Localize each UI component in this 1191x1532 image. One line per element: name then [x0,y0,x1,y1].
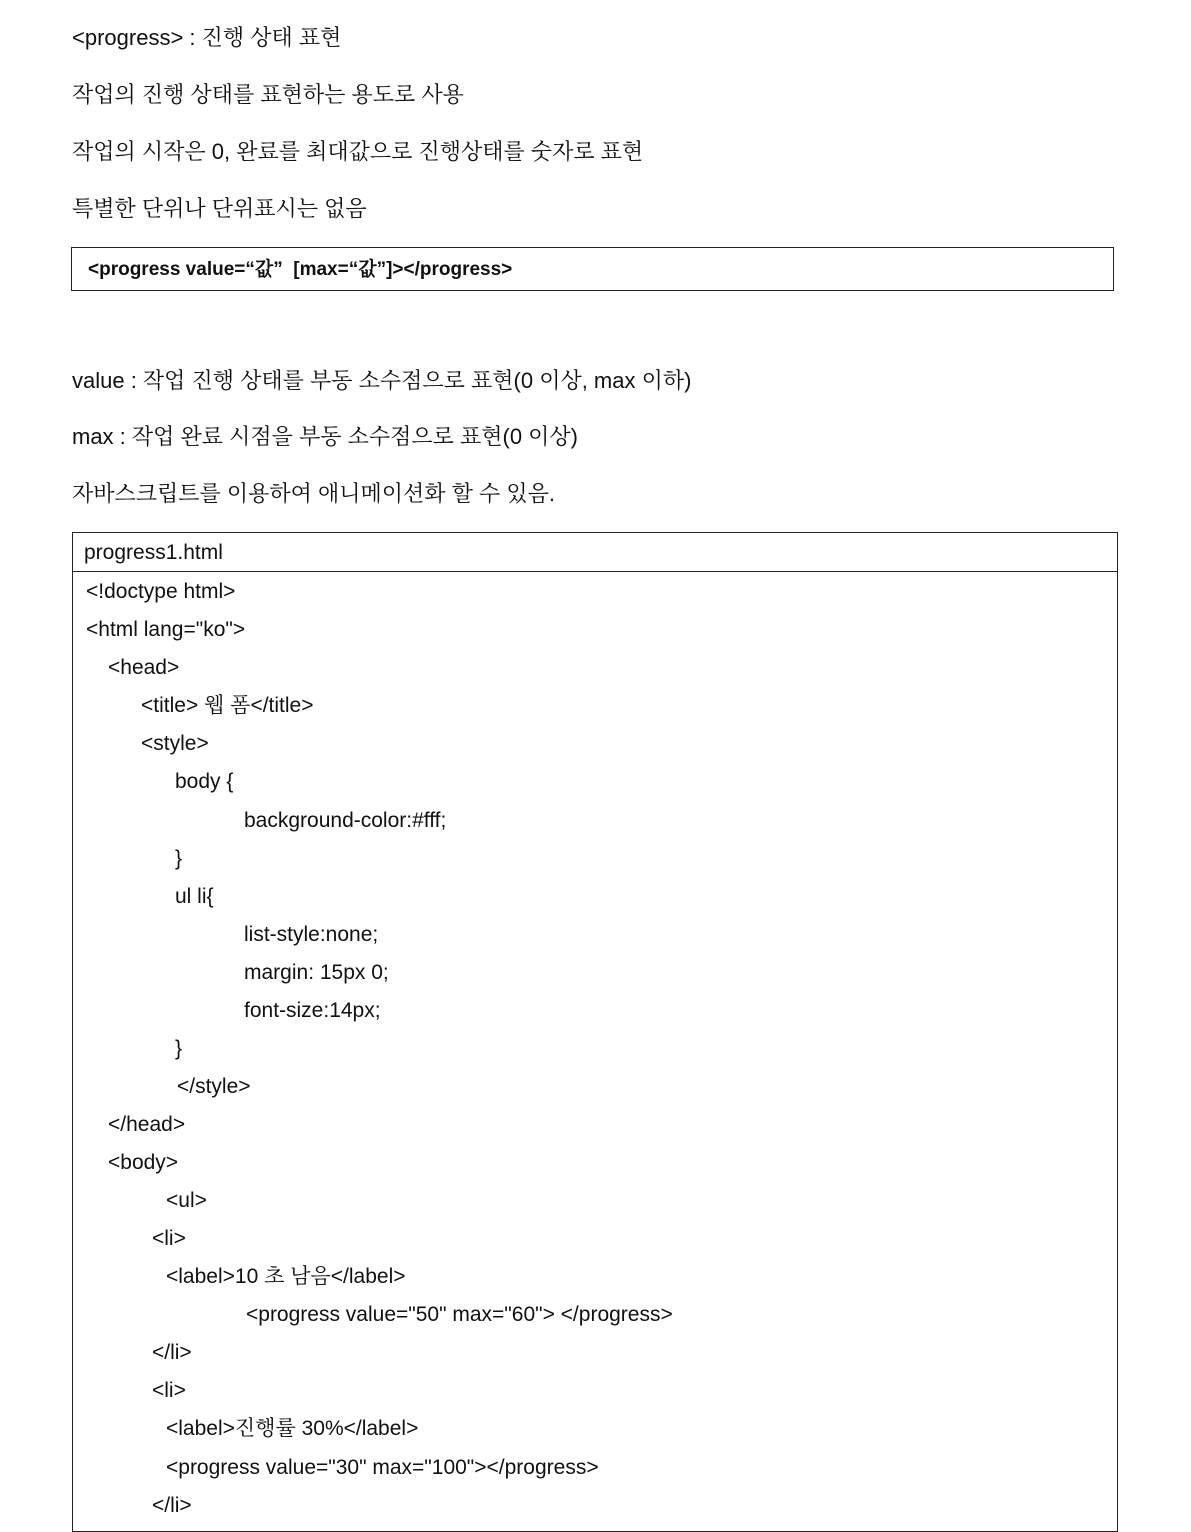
code-line: <label>10 초 남음</label> [166,1265,406,1288]
syntax-box [71,247,1114,291]
code-line: <li> [152,1379,186,1402]
code-line: } [175,1037,183,1060]
code-line: margin: 15px 0; [244,961,389,984]
code-line: list-style:none; [244,923,379,946]
code-header [73,533,1117,572]
code-line: <head> [108,656,180,679]
intro-heading: <progress> : 진행 상태 표현 [72,25,342,50]
code-line: </li> [152,1341,192,1364]
code-box [72,532,1118,1532]
javascript-note: 자바스크립트를 이용하여 애니메이션화 할 수 있음. [72,481,555,506]
code-line: <ul> [166,1189,207,1212]
code-line: <style> [141,732,209,755]
value-attribute-desc: value : 작업 진행 상태를 부동 소수점으로 표현(0 이상, max 이하) [72,368,692,393]
intro-line-1: 작업의 진행 상태를 표현하는 용도로 사용 [72,82,464,107]
intro-line-3: 특별한 단위나 단위표시는 없음 [72,196,367,221]
code-line: <label>진행률 30%</label> [166,1417,419,1440]
intro-line-2: 작업의 시작은 0, 완료를 최대값으로 진행상태를 숫자로 표현 [72,139,644,164]
code-line: <!doctype html> [86,580,236,603]
code-line: ul li{ [175,885,214,908]
code-line: } [175,847,183,870]
code-line: <progress value="50" max="60"> </progress> [246,1303,673,1326]
code-line: <body> [108,1151,179,1174]
code-line: </style> [177,1075,251,1098]
code-line: background-color:#fff; [244,809,447,832]
code-line: body { [175,770,234,793]
max-attribute-desc: max : 작업 완료 시점을 부동 소수점으로 표현(0 이상) [72,424,578,449]
code-line: <title> 웹 폼</title> [141,694,314,717]
code-line: font-size:14px; [244,999,381,1022]
code-line: </li> [152,1494,192,1517]
code-line: <progress value="30" max="100"></progress> [166,1456,599,1479]
code-line: <li> [152,1227,186,1250]
code-filename: progress1.html [84,541,223,564]
code-line: </head> [108,1113,186,1136]
syntax-text: <progress value=“값” [max=“값”]></progress> [88,259,513,280]
code-line: <html lang="ko"> [86,618,246,641]
